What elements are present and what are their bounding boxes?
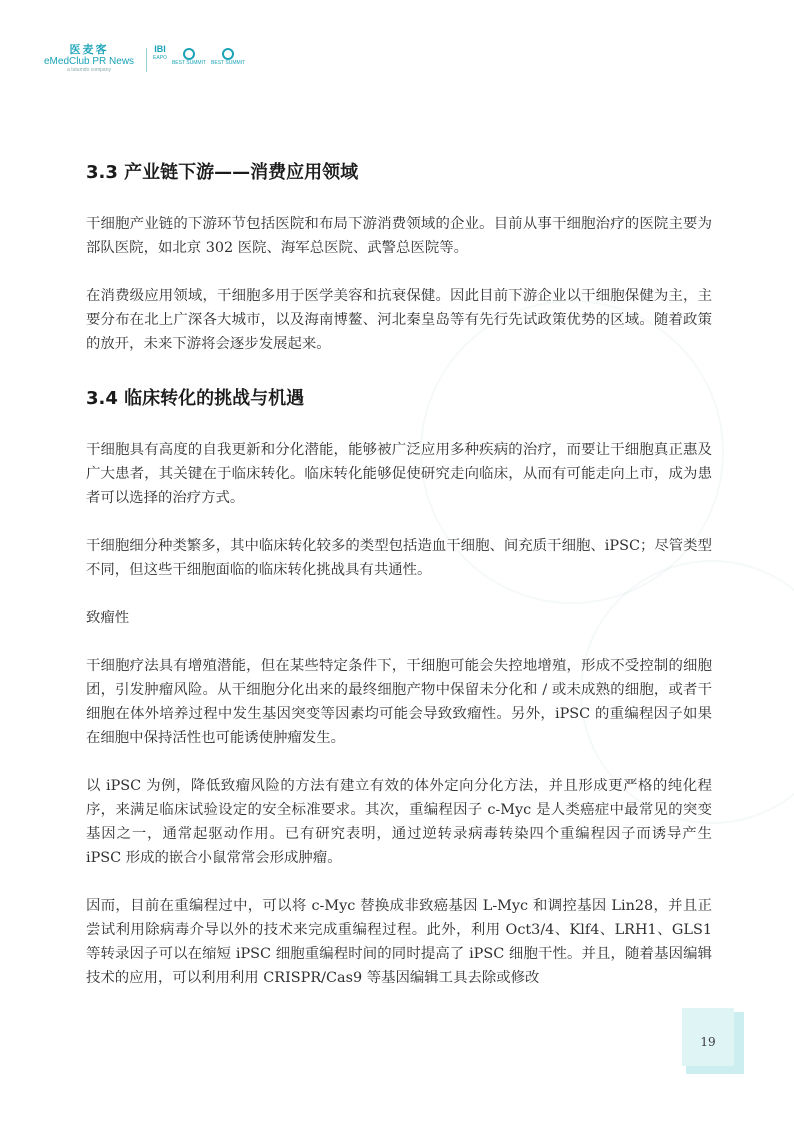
logo-en-text: eMedClub PR News <box>44 56 135 67</box>
partner-sub-text: BEST SUMMIT <box>211 60 246 66</box>
partner-logo-ibi[interactable] <box>153 44 167 61</box>
partner-ibi-sub: EAPO <box>153 55 167 61</box>
paragraph: 干细胞具有高度的自我更新和分化潜能，能够被广泛应用多种疾病的治疗，而要让干细胞真正惠及广大患者，其关键在于临床转化。临床转化能够促使研究走向临床，从而有可能走向上市，成为患者可以选择的治疗方式。 <box>86 442 712 506</box>
emedclub-logo[interactable] <box>44 44 134 73</box>
section-heading-3-3: 3.3 产业链下游——消费应用领域 <box>86 162 359 183</box>
header <box>44 44 250 78</box>
partner-ibi-name: IBI <box>154 44 166 54</box>
partner-logo-best-summit-2[interactable] <box>211 44 245 66</box>
logo-divider <box>146 48 147 72</box>
page-content <box>86 158 712 990</box>
partner-sub-text: BEST SUMMIT <box>171 60 207 66</box>
paragraph: 干细胞产业链的下游环节包括医院和布局下游消费领域的企业。目前从事干细胞治疗的医院主要为部队医院，如北京 302 医院、海军总医院、武警总医院等。 <box>86 216 712 256</box>
paragraph: 以 iPSC 为例，降低致瘤风险的方法有建立有效的体外定向分化方法，并且形成更严格的纯化程序，来满足临床试验设定的安全标准要求。其次，重编程因子 c-Myc 是人类癌症中最常见的突变基因之一，通常起驱动作用。已有研究表明，通过逆转录病毒转染四个重编程因子而诱导产生 iPSC 形成的嵌合小鼠常常会形成肿瘤。 <box>86 778 712 866</box>
partner-mark-icon <box>183 48 195 60</box>
logo-cn-text: 医麦客 <box>69 43 109 56</box>
page-number: 19 <box>700 1035 716 1049</box>
partner-mark-icon <box>222 48 234 60</box>
section-heading-3-4: 3.4 临床转化的挑战与机遇 <box>86 388 305 409</box>
paragraph: 因而，目前在重编程过中，可以将 c-Myc 替换成非致癌基因 L-Myc 和调控基因 Lin28，并且正尝试利用除病毒介导以外的技术来完成重编程过程。此外，利用 Oct3/4、Klf4、LRH1、GLS1 等转录因子可以在缩短 iPSC 细胞重编程时间的同时提高了 iPSC 细胞干性。并且，随着基因编辑技术的应用，可以利用利用 CRISPR/Cas9 等基因编辑工具去除或修改 <box>86 898 712 986</box>
paragraph: 干细胞细分种类繁多，其中临床转化较多的类型包括造血干细胞、间充质干细胞、iPSC；尽管类型不同，但这些干细胞面临的临床转化挑战具有共通性。 <box>86 538 712 578</box>
subheading-tumorigenicity: 致瘤性 <box>86 610 130 626</box>
logo-sub-text: a tutumdo company <box>67 67 111 73</box>
paragraph: 在消费级应用领域，干细胞多用于医学美容和抗衰保健。因此目前下游企业以干细胞保健为主，主要分布在北上广深各大城市，以及海南博鳌、河北秦皇岛等有先行先试政策优势的区域。随着政策的放开，未来下游将会逐步发展起来。 <box>86 288 712 352</box>
paragraph: 干细胞疗法具有增殖潜能，但在某些特定条件下，干细胞可能会失控地增殖，形成不受控制的细胞团，引发肿瘤风险。从干细胞分化出来的最终细胞产物中保留未分化和 / 或未成熟的细胞，或者干细胞在体外培养过程中发生基因突变等因素均可能会导致致瘤性。另外，iPSC 的重编程因子如果在细胞中保持活性也可能诱使肿瘤发生。 <box>86 658 712 746</box>
partner-logo-best-summit-1[interactable] <box>172 44 206 66</box>
